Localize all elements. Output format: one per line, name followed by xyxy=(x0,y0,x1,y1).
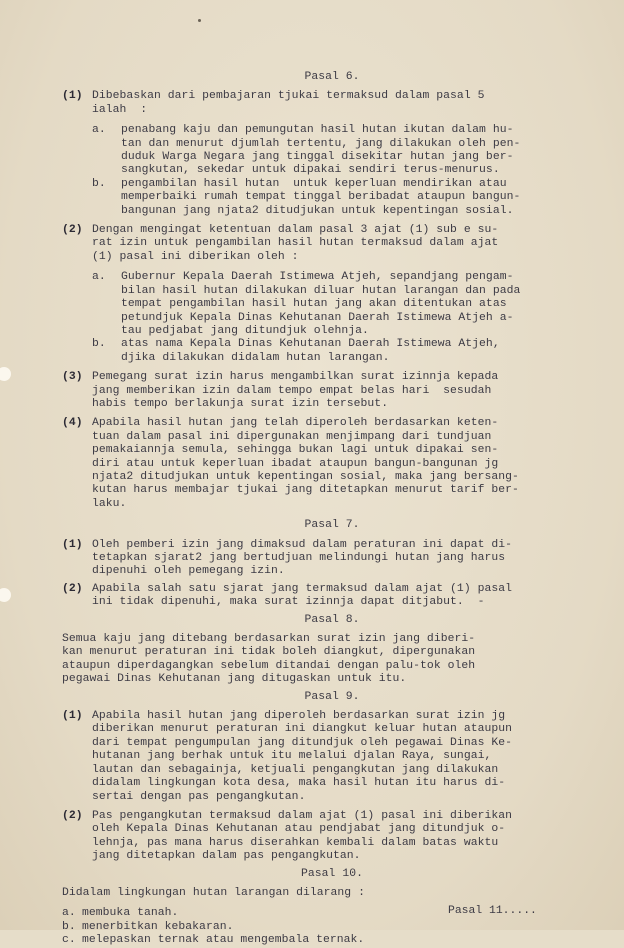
text-line: memperbaiki rumah tempat tinggal beribadat ataupun bangun- xyxy=(121,191,521,204)
item-letter: a. xyxy=(92,124,106,137)
text-line: ialah : xyxy=(92,103,148,116)
text-line: dari tempat pengumpulan jang ditundjuk oleh pegawai Dinas Ke- xyxy=(92,736,513,749)
text-line: sangkutan, sekedar untuk dipakai sendiri terus-menurus. xyxy=(121,164,500,177)
text-line: tau pedjabat jang ditundjuk olehnja. xyxy=(121,324,369,337)
item-letter: b. xyxy=(92,177,106,190)
paragraph-number: (2) xyxy=(62,224,83,237)
list-item xyxy=(92,338,582,365)
text-line: dipenuhi oleh pemegang izin. xyxy=(92,565,285,578)
item-letter: b. xyxy=(92,338,106,351)
text-line: tan dan menurut djumlah tertentu, jang dilakukan oleh pen- xyxy=(121,137,521,150)
list-item xyxy=(92,178,582,218)
paragraph-number: (3) xyxy=(62,371,83,384)
item-list xyxy=(92,124,582,218)
text-line: duduk Warga Negara jang tinggal disekitar hutan jang ber- xyxy=(121,151,514,164)
text-line: Didalam lingkungan hutan larangan dilarang : xyxy=(62,886,365,899)
text-line: bilan hasil hutan dilakukan diluar hutan larangan dan pada xyxy=(121,284,521,297)
list-item xyxy=(62,921,582,934)
text-line: oleh Kepala Dinas Kehutanan atau pendjabat jang ditundjuk o- xyxy=(92,823,506,836)
section-heading: Pasal 9. xyxy=(304,690,360,703)
paragraph xyxy=(62,633,582,687)
text-line: tetapkan sjarat2 jang bertudjuan melindungi hutan jang harus xyxy=(92,552,506,564)
text-line: tuan dalam pasal ini dipergunakan menjimpang dari tundjuan xyxy=(92,430,492,443)
text-line: pegawai Dinas Kehutanan jang ditugaskan untuk itu. xyxy=(62,673,407,686)
text-line: jang ditetapkan dalam pas pengangkutan. xyxy=(92,850,361,863)
text-line: bangunan jang njata2 ditudjukan untuk kepentingan sosial. xyxy=(121,204,514,217)
text-line: Apabila hasil hutan jang telah diperoleh berdasarkan keten- xyxy=(92,417,499,430)
item-letter: a. xyxy=(92,271,106,284)
text-line: Apabila salah satu sjarat jang termaksud dalam ajat (1) pasal xyxy=(92,582,513,595)
text-line: Dibebaskan dari pembajaran tjukai termaksud dalam pasal 5 xyxy=(92,90,485,103)
section-heading: Pasal 10. xyxy=(301,867,363,880)
text-line: rat izin untuk pengambilan hasil hutan termaksud dalam ajat xyxy=(92,237,499,250)
text-line: hutanan jang berhak untuk itu melalui djalan Raya, sungai, xyxy=(92,750,492,763)
text-line: laku. xyxy=(92,497,127,510)
text-line: Semua kaju jang ditebang berdasarkan surat izin jang diberi- xyxy=(62,633,476,646)
item-letter: b. xyxy=(62,920,76,933)
text-line: Gubernur Kepala Daerah Istimewa Atjeh, sepandjang pengam- xyxy=(121,271,514,284)
text-line: jang memberikan izin dalam tempo empat belas hari sesudah xyxy=(92,384,492,397)
document-body xyxy=(62,62,582,948)
section-heading: Pasal 6. xyxy=(304,71,360,83)
text-line: melepaskan ternak atau mengembala ternak. xyxy=(82,934,365,947)
paragraph xyxy=(62,539,582,579)
paragraph xyxy=(62,583,582,610)
text-line: Dengan mengingat ketentuan dalam pasal 3 ajat (1) sub e su- xyxy=(92,224,499,237)
section-heading: Pasal 7. xyxy=(304,519,360,532)
paragraph xyxy=(62,371,582,411)
text-line: kutan harus membajar tjukai jang ditetapkan menurut tarif ber- xyxy=(92,484,519,497)
punch-hole xyxy=(0,588,11,602)
paragraph-number: (2) xyxy=(62,809,83,822)
text-line: djika dilakukan didalam hutan larangan. xyxy=(121,351,390,364)
paragraph-number: (1) xyxy=(62,710,83,723)
text-line: diberikan menurut peraturan ini diangkut keluar hutan ataupun xyxy=(92,723,513,736)
text-line: menerbitkan kebakaran. xyxy=(82,920,234,933)
text-line: lautan dan sebagainja, ketjuali pengangkutan jang dilakukan xyxy=(92,763,499,776)
paragraph xyxy=(62,810,582,864)
item-list xyxy=(92,271,582,365)
paragraph xyxy=(62,710,582,804)
page-continuation: Pasal 11..... xyxy=(448,905,537,917)
paragraph xyxy=(62,887,582,948)
section-heading: Pasal 8. xyxy=(304,613,360,626)
ink-speck xyxy=(198,19,201,22)
text-line: atas nama Kepala Dinas Kehutanan Daerah Istimewa Atjeh, xyxy=(121,338,500,351)
text-line: Pemegang surat izin harus mengambilkan surat izinnja kepada xyxy=(92,371,499,384)
text-line: pengambilan hasil hutan untuk keperluan mendirikan atau xyxy=(121,177,507,190)
text-line: penabang kaju dan pemungutan hasil hutan ikutan dalam hu- xyxy=(121,124,514,137)
paragraph-number: (1) xyxy=(62,90,83,103)
paragraph xyxy=(62,90,582,218)
list-item xyxy=(62,934,582,947)
text-line: pemakaiannja semula, sehingga bukan lagi untuk dipakai sen- xyxy=(92,444,499,457)
paragraph-number: (2) xyxy=(62,582,83,595)
item-letter: c. xyxy=(62,934,76,947)
text-line: lehnja, pas mana harus diserahkan kembali dalam batas waktu xyxy=(92,836,499,849)
text-line: ini tidak dipenuhi, maka surat izinnja dapat ditjabut. - xyxy=(92,596,485,609)
text-line: Oleh pemberi izin jang dimaksud dalam peraturan ini dapat di- xyxy=(92,538,513,551)
text-line: membuka tanah. xyxy=(82,907,179,920)
paragraph-number: (4) xyxy=(62,417,83,430)
text-line: kan menurut peraturan ini tidak boleh diangkut, dipergunakan xyxy=(62,646,476,659)
list-item xyxy=(92,124,582,178)
text-line: njata2 ditudjukan untuk kepentingan sosial, maka jang bersang- xyxy=(92,470,519,483)
paragraph xyxy=(62,417,582,511)
text-line: petundjuk Kepala Dinas Kehutanan Daerah Istimewa Atjeh a- xyxy=(121,311,514,324)
text-line: tempat pengambilan hasil hutan jang akan ditentukan atas xyxy=(121,298,507,311)
text-line: habis tempo berlakunja surat izin tersebut. xyxy=(92,397,389,410)
item-letter: a. xyxy=(62,907,76,920)
text-line: didalam lingkungan kota desa, maka hasil hutan itu harus di- xyxy=(92,777,506,790)
text-line: ataupun diperdagangkan sebelum ditandai dengan palu-tok oleh xyxy=(62,659,476,672)
text-line: sertai dengan pas pengangkutan. xyxy=(92,790,306,803)
list-item xyxy=(92,271,582,338)
paragraph xyxy=(62,224,582,365)
text-line: (1) pasal ini diberikan oleh : xyxy=(92,250,299,263)
paragraph-number: (1) xyxy=(62,538,83,551)
punch-hole xyxy=(0,367,11,381)
text-line: diri atau untuk keperluan ibadat ataupun bangun-bangunan jg xyxy=(92,457,499,470)
text-line: Pas pengangkutan termaksud dalam ajat (1) pasal ini diberikan xyxy=(92,809,513,822)
text-line: Apabila hasil hutan jang diperoleh berdasarkan surat izin jg xyxy=(92,710,506,723)
